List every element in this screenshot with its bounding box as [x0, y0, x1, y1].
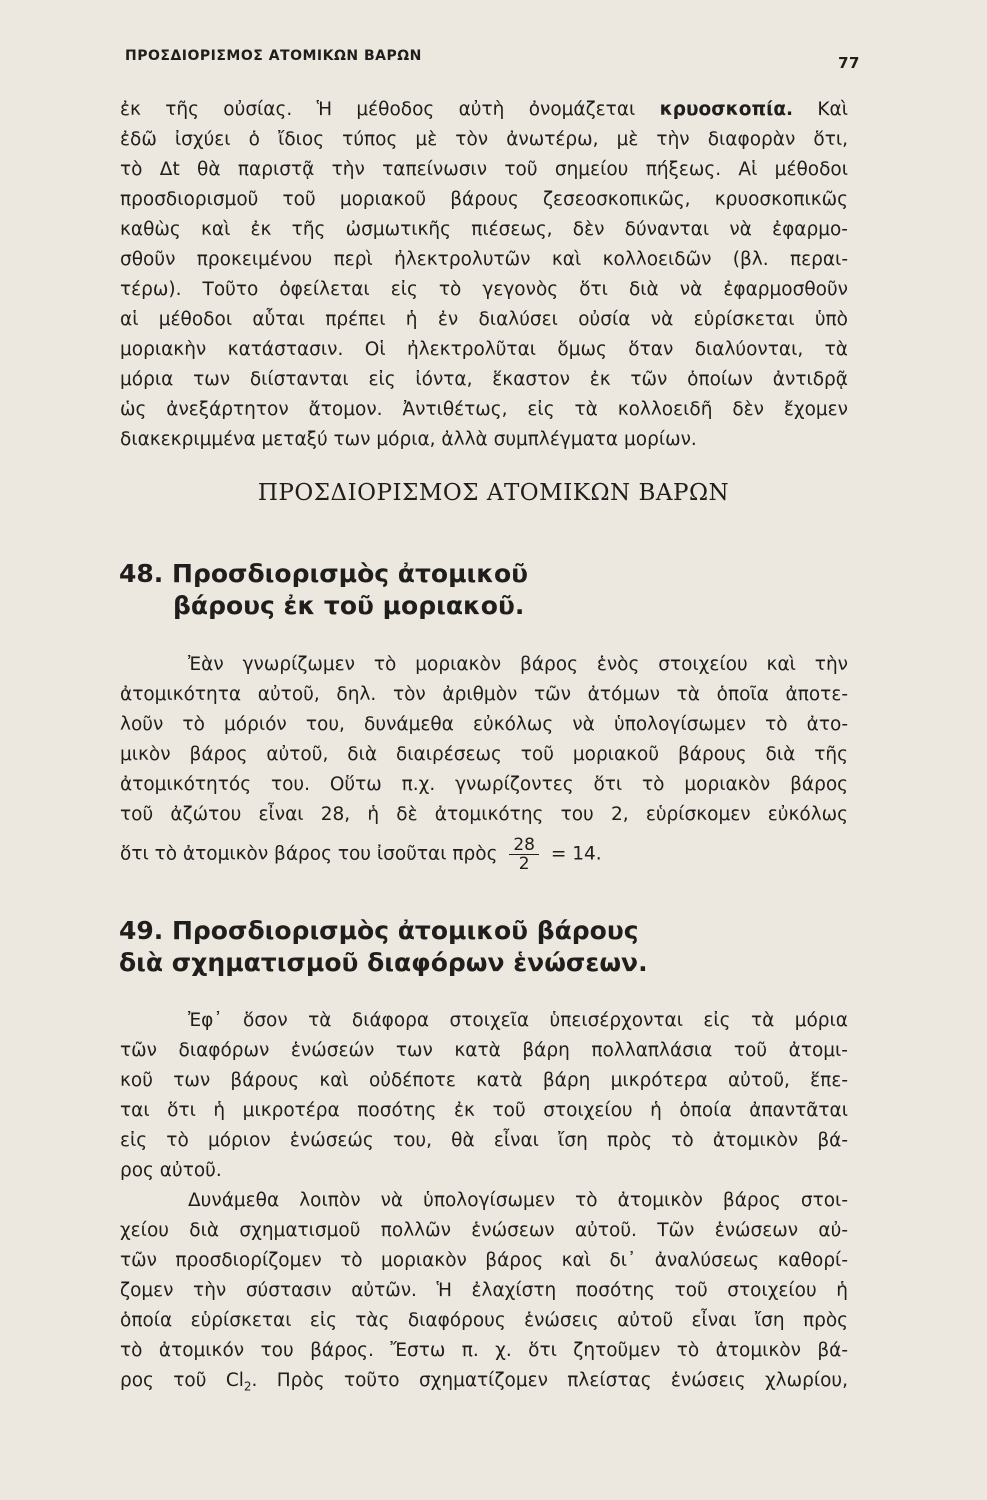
text-line: μοριακὴν κατάστασιν. Οἱ ἠλεκτρολῦται ὅμως ὅταν διαλύονται, τὰ [120, 339, 848, 360]
running-title: ΠΡΟΣΔΙΟΡΙΣΜΟΣ ΑΤΟΜΙΚΩΝ ΒΑΡΩΝ [125, 48, 422, 64]
text-line: κοῦ των βάρους καὶ οὐδέποτε κατὰ βάρη μικρότερα αὐτοῦ, ἕπε- [120, 1070, 848, 1091]
keyword-kryoskopia: κρυοσκοπία. [659, 99, 794, 120]
text-line: μικὸν βάρος αὐτοῦ, διὰ διαιρέσεως τοῦ μοριακοῦ βάρους διὰ τῆς [120, 744, 848, 765]
section-title: ΠΡΟΣΔΙΟΡΙΣΜΟΣ ΑΤΟΜΙΚΩΝ ΒΑΡΩΝ [257, 480, 730, 506]
section-48-body [120, 650, 848, 873]
section-48-heading-line1: Προσδιορισμὸς ἀτομικοῦ [172, 559, 529, 588]
text-line: εἰς τὸ μόριον ἑνώσεώς του, θὰ εἶναι ἴση πρὸς τὸ ἀτομικὸν βά- [120, 1130, 848, 1151]
text-line: ἀτομικότητός του. Οὕτω π.χ. γνωρίζοντες ὅτι τὸ μοριακὸν βάρος [120, 774, 848, 795]
section-49-heading [119, 915, 648, 979]
intro-paragraph [120, 95, 848, 455]
fraction [509, 836, 539, 873]
text-line: αἱ μέθοδοι αὗται πρέπει ἡ ἐν διαλύσει οὐσία νὰ εὑρίσκεται ὑπὸ [120, 309, 848, 330]
text-line: ται ὅτι ἡ μικροτέρα ποσότης ἐκ τοῦ στοιχείου ἡ ὁποία ἀπαντᾶται [120, 1100, 848, 1121]
text-line: προσδιορισμοῦ τοῦ μοριακοῦ βάρους ζεσεοσκοπικῶς, κρυοσκοπικῶς [120, 189, 848, 210]
text-line: Ἐφ᾽ ὅσον τὰ διάφορα στοιχεῖα ὑπεισέρχονται εἰς τὰ μόρια [188, 1010, 848, 1031]
text-line: ἀτομικότητα αὐτοῦ, δηλ. τὸν ἀριθμὸν τῶν ἀτόμων τὰ ὁποῖα ἀποτε- [120, 684, 848, 705]
section-48-heading-line2: βάρους ἐκ τοῦ μοριακοῦ. [173, 591, 525, 620]
text-line: μόρια των διίστανται εἰς ἰόντα, ἕκαστον ἐκ τῶν ὁποίων ἀντιδρᾷ [120, 369, 848, 390]
text-line: ρος αὐτοῦ. [120, 1160, 222, 1181]
fraction-numerator: 28 [509, 836, 539, 855]
text-line: τῶν προσδιορίζομεν τὸ μοριακὸν βάρος καὶ δι᾽ ἀναλύσεως καθορί- [120, 1250, 848, 1271]
text-line: διακεκριμμένα μεταξύ των μόρια, ἀλλὰ συμπλέγματα μορίων. [120, 429, 697, 450]
page-number: 77 [838, 54, 860, 72]
running-header [125, 48, 860, 72]
text-line: λοῦν τὸ μόριόν του, δυνάμεθα εὐκόλως νὰ ὑπολογίσωμεν τὸ ἀτο- [120, 714, 848, 735]
section-49-heading-line2: διὰ σχηματισμοῦ διαφόρων ἑνώσεων. [119, 948, 648, 977]
formula-line [120, 836, 848, 873]
text-line: ὡς ἀνεξάρτητον ἄτομον. Ἀντιθέτως, εἰς τὰ κολλοειδῆ δὲν ἔχομεν [120, 399, 848, 420]
text-line: ρος τοῦ $Cl_2$. Πρὸς τοῦτο σχηματίζομεν πλείστας ἑνώσεις χλωρίου, [120, 1370, 848, 1394]
fraction-denominator: 2 [518, 854, 530, 874]
text-line: ἐδῶ ἰσχύει ὁ ἴδιος τύπος μὲ τὸν ἀνωτέρω, μὲ τὴν διαφορὰν ὅτι, [120, 129, 848, 150]
text-line: τοῦ ἀζώτου εἶναι 28, ἡ δὲ ἀτομικότης του 2, εὑρίσκομεν εὐκόλως [120, 804, 848, 825]
formula-result: = 14. [550, 843, 602, 865]
text-line: καθὼς καὶ ἐκ τῆς ὠσμωτικῆς πιέσεως, δὲν δύνανται νὰ ἐφαρμο- [120, 219, 848, 240]
text-line: τῶν διαφόρων ἑνώσεών των κατὰ βάρη πολλαπλάσια τοῦ ἀτομι- [120, 1040, 848, 1061]
text-line: τὸ ἀτομικόν του βάρος. Ἔστω π. χ. ὅτι ζητοῦμεν τὸ ἀτομικὸν βά- [120, 1340, 848, 1361]
text-line: τὸ Δt θὰ παριστᾷ τὴν ταπείνωσιν τοῦ σημείου πήξεως. Αἱ μέθοδοι [120, 159, 848, 180]
text-line: ζομεν τὴν σύστασιν αὐτῶν. Ἡ ἐλαχίστη ποσότης τοῦ στοιχείου ἡ [120, 1280, 848, 1301]
text-line: χείου διὰ σχηματισμοῦ πολλῶν ἑνώσεων αὐτοῦ. Τῶν ἑνώσεων αὐ- [120, 1220, 848, 1241]
section-49-paragraph-2 [120, 1186, 848, 1402]
text-line: ἐκ τῆς οὐσίας. Ἡ μέθοδος αὐτὴ ὀνομάζεται κρυοσκοπία. Καὶ [120, 99, 848, 120]
formula-prefix: ὅτι τὸ ἀτομικὸν βάρος του ἰσοῦται πρὸς [120, 843, 498, 865]
text-line: Ἐὰν γνωρίζωμεν τὸ μοριακὸν βάρος ἑνὸς στοιχείου καὶ τὴν [188, 654, 848, 675]
text-line: Δυνάμεθα λοιπὸν νὰ ὑπολογίσωμεν τὸ ἀτομικὸν βάρος στοι- [188, 1190, 848, 1211]
section-48-heading [119, 558, 528, 622]
subscript: 2 [243, 1379, 252, 1394]
text-line: ὁποία εὑρίσκεται εἰς τὰς διαφόρους ἑνώσεις αὐτοῦ εἶναι ἴση πρὸς [120, 1310, 848, 1331]
section-49-heading-line1: 49. Προσδιορισμὸς ἀτομικοῦ βάρους [119, 916, 639, 945]
section-48-number: 48. [119, 559, 164, 588]
section-49-paragraph-1 [120, 1006, 848, 1186]
text-line: τέρω). Τοῦτο ὀφείλεται εἰς τὸ γεγονὸς ὅτι διὰ νὰ ἐφαρμοσθοῦν [120, 279, 848, 300]
text-line: σθοῦν προκειμένου περὶ ἠλεκτρολυτῶν καὶ κολλοειδῶν (βλ. περαι- [120, 249, 848, 270]
